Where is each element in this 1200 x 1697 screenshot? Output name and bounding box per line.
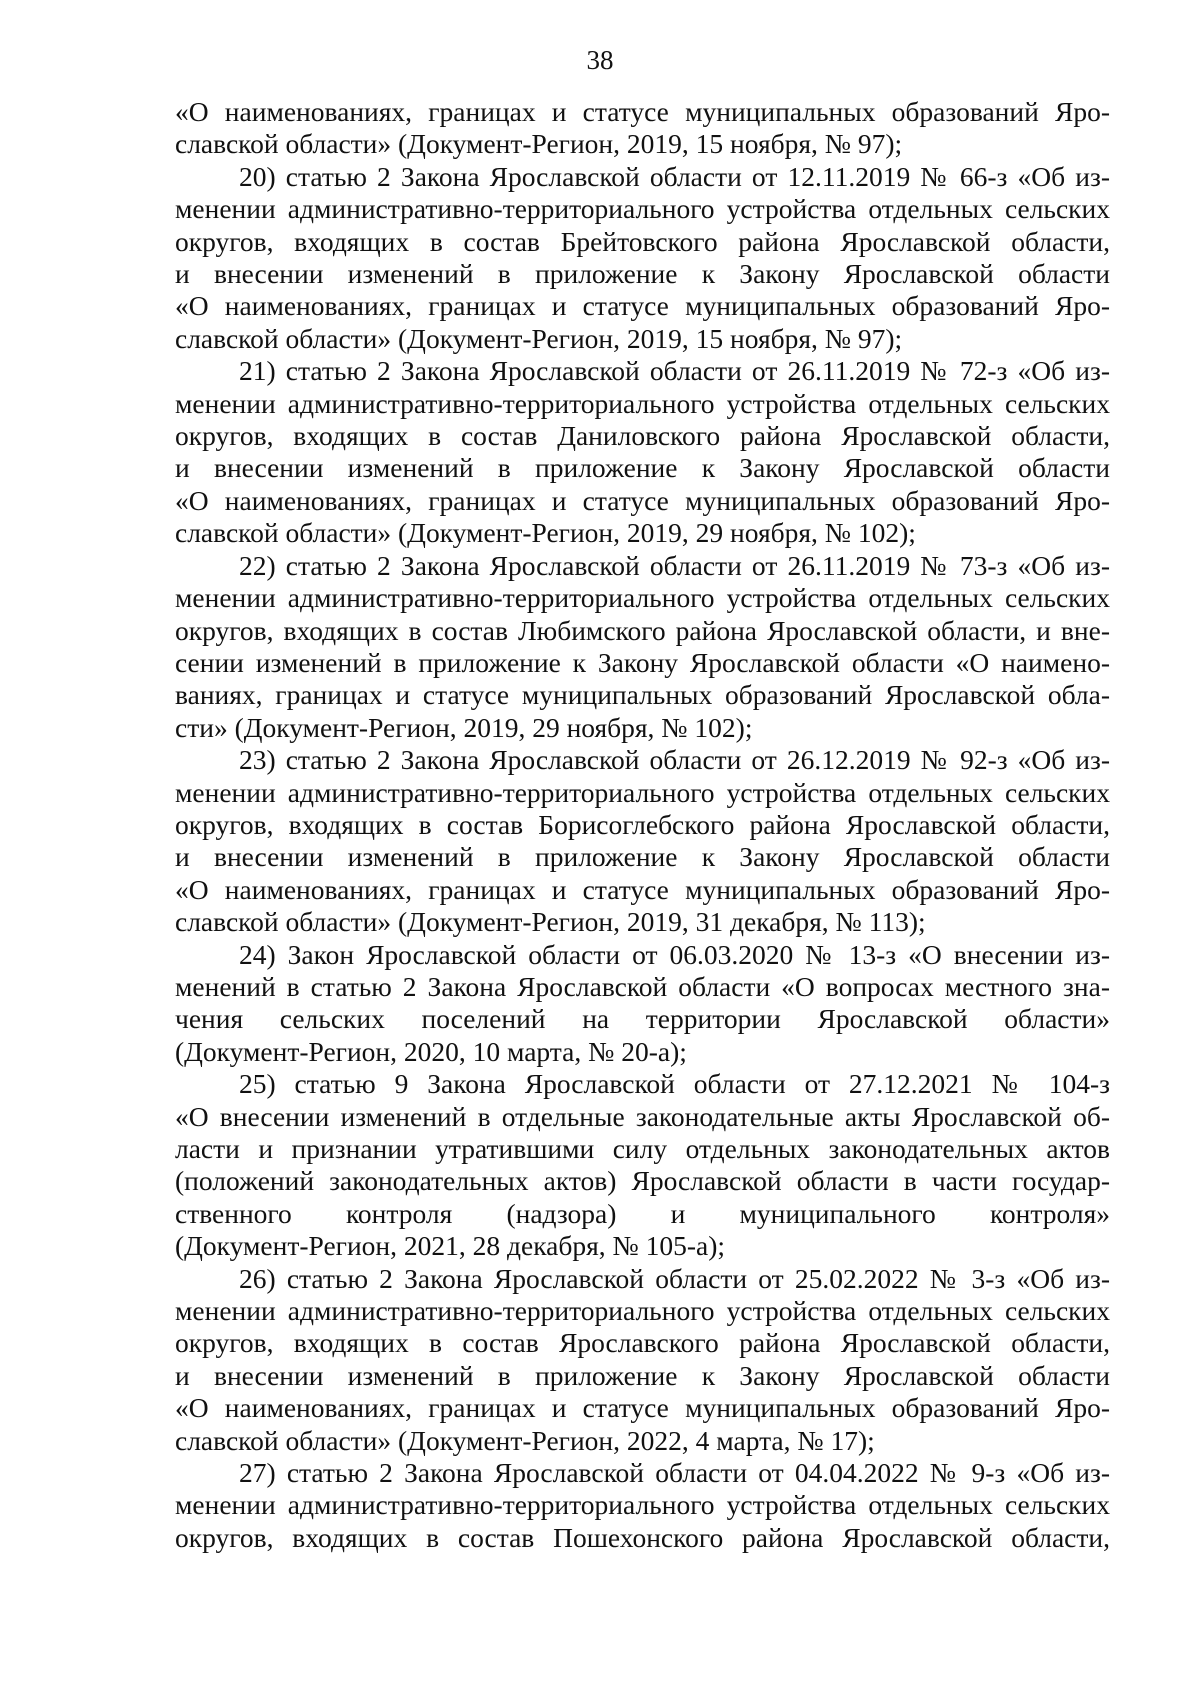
text-line: 20) статью 2 Закона Ярославской области от 12.11.2019 № 66-з «Об из- (239, 160, 1110, 192)
text-line: 21) статью 2 Закона Ярославской области от 26.11.2019 № 72-з «Об из- (239, 355, 1110, 387)
text-line: славской области» (Документ-Регион, 2022, 4 марта, № 17); (175, 1424, 875, 1456)
paragraph (175, 1068, 1110, 1262)
text-line: сении изменений в приложение к Закону Ярославской области «О наимено- (175, 646, 1110, 678)
text-line: ласти и признании утратившими силу отдельных законодательных актов (175, 1133, 1110, 1164)
paragraph (175, 161, 1110, 355)
text-line: менении административно-территориального устройства отдельных сельских (175, 776, 1110, 808)
text-line: менении административно-территориального устройства отдельных сельских (175, 1295, 1110, 1327)
paragraph (175, 939, 1110, 1069)
text-line: 24) Закон Ярославской области от 06.03.2020 № 13-з «О внесении из- (239, 938, 1110, 970)
text-line: «О наименованиях, границах и статусе муниципальных образований Яро- (175, 290, 1110, 322)
text-line: «О наименованиях, границах и статусе муниципальных образований Яро- (175, 96, 1110, 127)
text-line: менении административно-территориального устройства отдельных сельских (175, 193, 1110, 225)
paragraph (175, 1457, 1110, 1554)
text-line: и внесении изменений в приложение к Закону Ярославской области (175, 452, 1110, 484)
paragraph (175, 1263, 1110, 1457)
text-line: ственного контроля (надзора) и муниципального контроля» (175, 1197, 1110, 1229)
text-line: менении административно-территориального устройства отдельных сельских (175, 582, 1110, 614)
page-number: 38 (586, 45, 614, 75)
text-line: и внесении изменений в приложение к Закону Ярославской области (175, 1359, 1110, 1391)
text-line: менении административно-территориального устройства отдельных сельских (175, 1489, 1110, 1521)
text-line: (положений законодательных актов) Ярославской области в части государ- (175, 1165, 1110, 1197)
text-line: 27) статью 2 Закона Ярославской области от 04.04.2022 № 9-з «Об из- (239, 1457, 1110, 1489)
text-line: округов, входящих в состав Ярославского района Ярославской области, (175, 1327, 1110, 1359)
text-line: (Документ-Регион, 2021, 28 декабря, № 105-а); (175, 1230, 726, 1262)
text-line: и внесении изменений в приложение к Закону Ярославской области (175, 841, 1110, 873)
paragraph (175, 550, 1110, 744)
text-line: менении административно-территориального устройства отдельных сельских (175, 387, 1110, 419)
text-line: 22) статью 2 Закона Ярославской области от 26.11.2019 № 73-з «Об из- (239, 549, 1110, 581)
text-line: ваниях, границах и статусе муниципальных образований Ярославской обла- (175, 679, 1110, 711)
text-line: «О наименованиях, границах и статусе муниципальных образований Яро- (175, 1392, 1110, 1424)
text-line: округов, входящих в состав Пошехонского района Ярославской области, (175, 1521, 1110, 1553)
text-line: (Документ-Регион, 2020, 10 марта, № 20-а); (175, 1035, 687, 1067)
text-line: славской области» (Документ-Регион, 2019, 15 ноября, № 97); (175, 128, 903, 160)
text-line: славской области» (Документ-Регион, 2019, 31 декабря, № 113); (175, 906, 926, 938)
paragraph (175, 355, 1110, 549)
document-body (175, 96, 1110, 1554)
text-line: «О внесении изменений в отдельные законодательные акты Ярославской об- (175, 1100, 1110, 1132)
text-line: сти» (Документ-Регион, 2019, 29 ноября, № 102); (175, 711, 753, 743)
text-line: менений в статью 2 Закона Ярославской области «О вопросах местного зна- (175, 970, 1110, 1002)
text-line: 23) статью 2 Закона Ярославской области от 26.12.2019 № 92-з «Об из- (239, 744, 1110, 776)
text-line: 25) статью 9 Закона Ярославской области от 27.12.2021 № 104-з (239, 1068, 1110, 1100)
text-line: «О наименованиях, границах и статусе муниципальных образований Яро- (175, 484, 1110, 516)
text-line: 26) статью 2 Закона Ярославской области от 25.02.2022 № 3-з «Об из- (239, 1262, 1110, 1294)
text-line: чения сельских поселений на территории Ярославской области» (175, 1003, 1110, 1035)
text-line: округов, входящих в состав Даниловского района Ярославской области, (175, 420, 1110, 452)
text-line: округов, входящих в состав Брейтовского района Ярославской области, (175, 225, 1110, 257)
paragraph (175, 96, 1110, 161)
text-line: округов, входящих в состав Борисоглебского района Ярославской области, (175, 808, 1110, 840)
text-line: «О наименованиях, границах и статусе муниципальных образований Яро- (175, 873, 1110, 905)
text-line: славской области» (Документ-Регион, 2019, 15 ноября, № 97); (175, 322, 903, 354)
text-line: и внесении изменений в приложение к Закону Ярославской области (175, 258, 1110, 290)
text-line: округов, входящих в состав Любимского района Ярославской области, и вне- (175, 614, 1110, 646)
paragraph (175, 744, 1110, 938)
text-line: славской области» (Документ-Регион, 2019, 29 ноября, № 102); (175, 517, 916, 549)
